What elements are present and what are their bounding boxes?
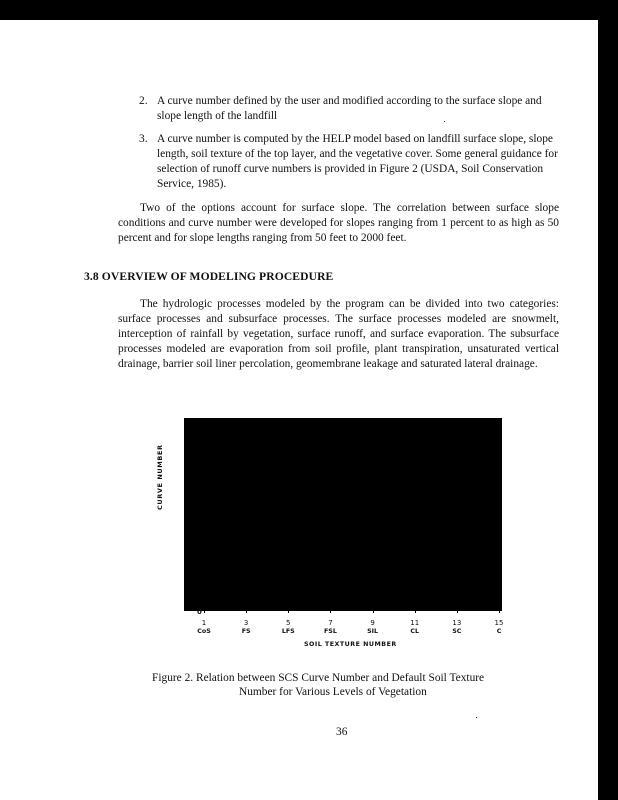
- x-tick-category: SIL: [367, 628, 378, 635]
- x-tick-label: 15: [494, 619, 504, 627]
- document-page: [0, 20, 598, 800]
- x-axis-line: [184, 610, 502, 611]
- x-tick-category: C: [496, 628, 502, 635]
- scan-border-right: [598, 18, 618, 800]
- x-axis-label: SOIL TEXTURE NUMBER: [304, 641, 397, 648]
- x-tick-category: SC: [452, 628, 462, 635]
- body-paragraph: The hydrologic processes modeled by the program can be divided into two categories: surface processes and subsurface processes. The surface processes modeled are snowmelt, interception of rainfall by vegetation, surface runoff, and surface evaporation. The subsurface processes modeled are evaporation from soil profile, plant transpiration, unsaturated vertical drainage, barrier soil liner percolation, geomembrane leakage and saturated lateral drainage.: [118, 298, 559, 370]
- x-tick-category: FSL: [323, 628, 337, 635]
- x-tick-label: 11: [410, 619, 420, 627]
- x-tick-label: 3: [243, 619, 249, 627]
- x-tick-mark: [330, 608, 331, 613]
- x-tick-category: CL: [410, 628, 420, 635]
- scan-border-top: [0, 0, 618, 20]
- caption-line: Figure 2. Relation between SCS Curve Number and Default Soil Texture: [152, 672, 485, 684]
- chart-plot-area: [184, 418, 502, 610]
- list-item-text: A curve number defined by the user and modified according to the surface slope and slope length of the landfill: [157, 95, 542, 122]
- x-tick-label: 7: [328, 619, 333, 627]
- scan-speck: [444, 121, 445, 122]
- x-tick-category: FS: [241, 628, 251, 635]
- y-axis-label: CURVE NUMBER: [156, 444, 164, 510]
- x-tick-category: CoS: [197, 628, 211, 635]
- list-item-number: 2.: [139, 95, 148, 107]
- list-item-number: 3.: [139, 133, 148, 145]
- x-tick-mark: [373, 608, 374, 613]
- x-tick-mark: [288, 608, 289, 613]
- page-number: 36: [336, 726, 348, 738]
- x-tick-label: 5: [286, 619, 291, 627]
- y-tick-label: 0: [197, 608, 202, 616]
- x-tick-category: LFS: [281, 628, 295, 635]
- list-item-text: A curve number is computed by the HELP model based on landfill surface slope, slope length, soil texture of the top layer, and the vegetative cover. Some general guidance for selection of runoff curve numbers is provided in Figure 2 (USDA, Soil Conservation Service, 1985).: [157, 133, 558, 190]
- scan-speck: [476, 717, 477, 718]
- x-tick-label: 13: [452, 619, 462, 627]
- x-tick-mark: [415, 608, 416, 613]
- figure-chart: [156, 418, 520, 658]
- x-tick-mark: [246, 608, 247, 613]
- section-heading: 3.8 OVERVIEW OF MODELING PROCEDURE: [84, 270, 334, 283]
- x-tick-mark: [457, 608, 458, 613]
- caption-line: Number for Various Levels of Vegetation: [239, 686, 427, 698]
- x-tick-mark: [499, 608, 500, 613]
- body-paragraph: Two of the options account for surface slope. The correlation between surface slope conditions and curve number were developed for slopes ranging from 1 percent to as high as 50 percent and for slope lengths ranging from 50 feet to 2000 feet.: [118, 202, 559, 244]
- x-tick-mark: [204, 608, 205, 613]
- x-tick-label: 9: [370, 619, 375, 627]
- x-tick-label: 1: [201, 619, 207, 627]
- figure-caption: [152, 671, 532, 699]
